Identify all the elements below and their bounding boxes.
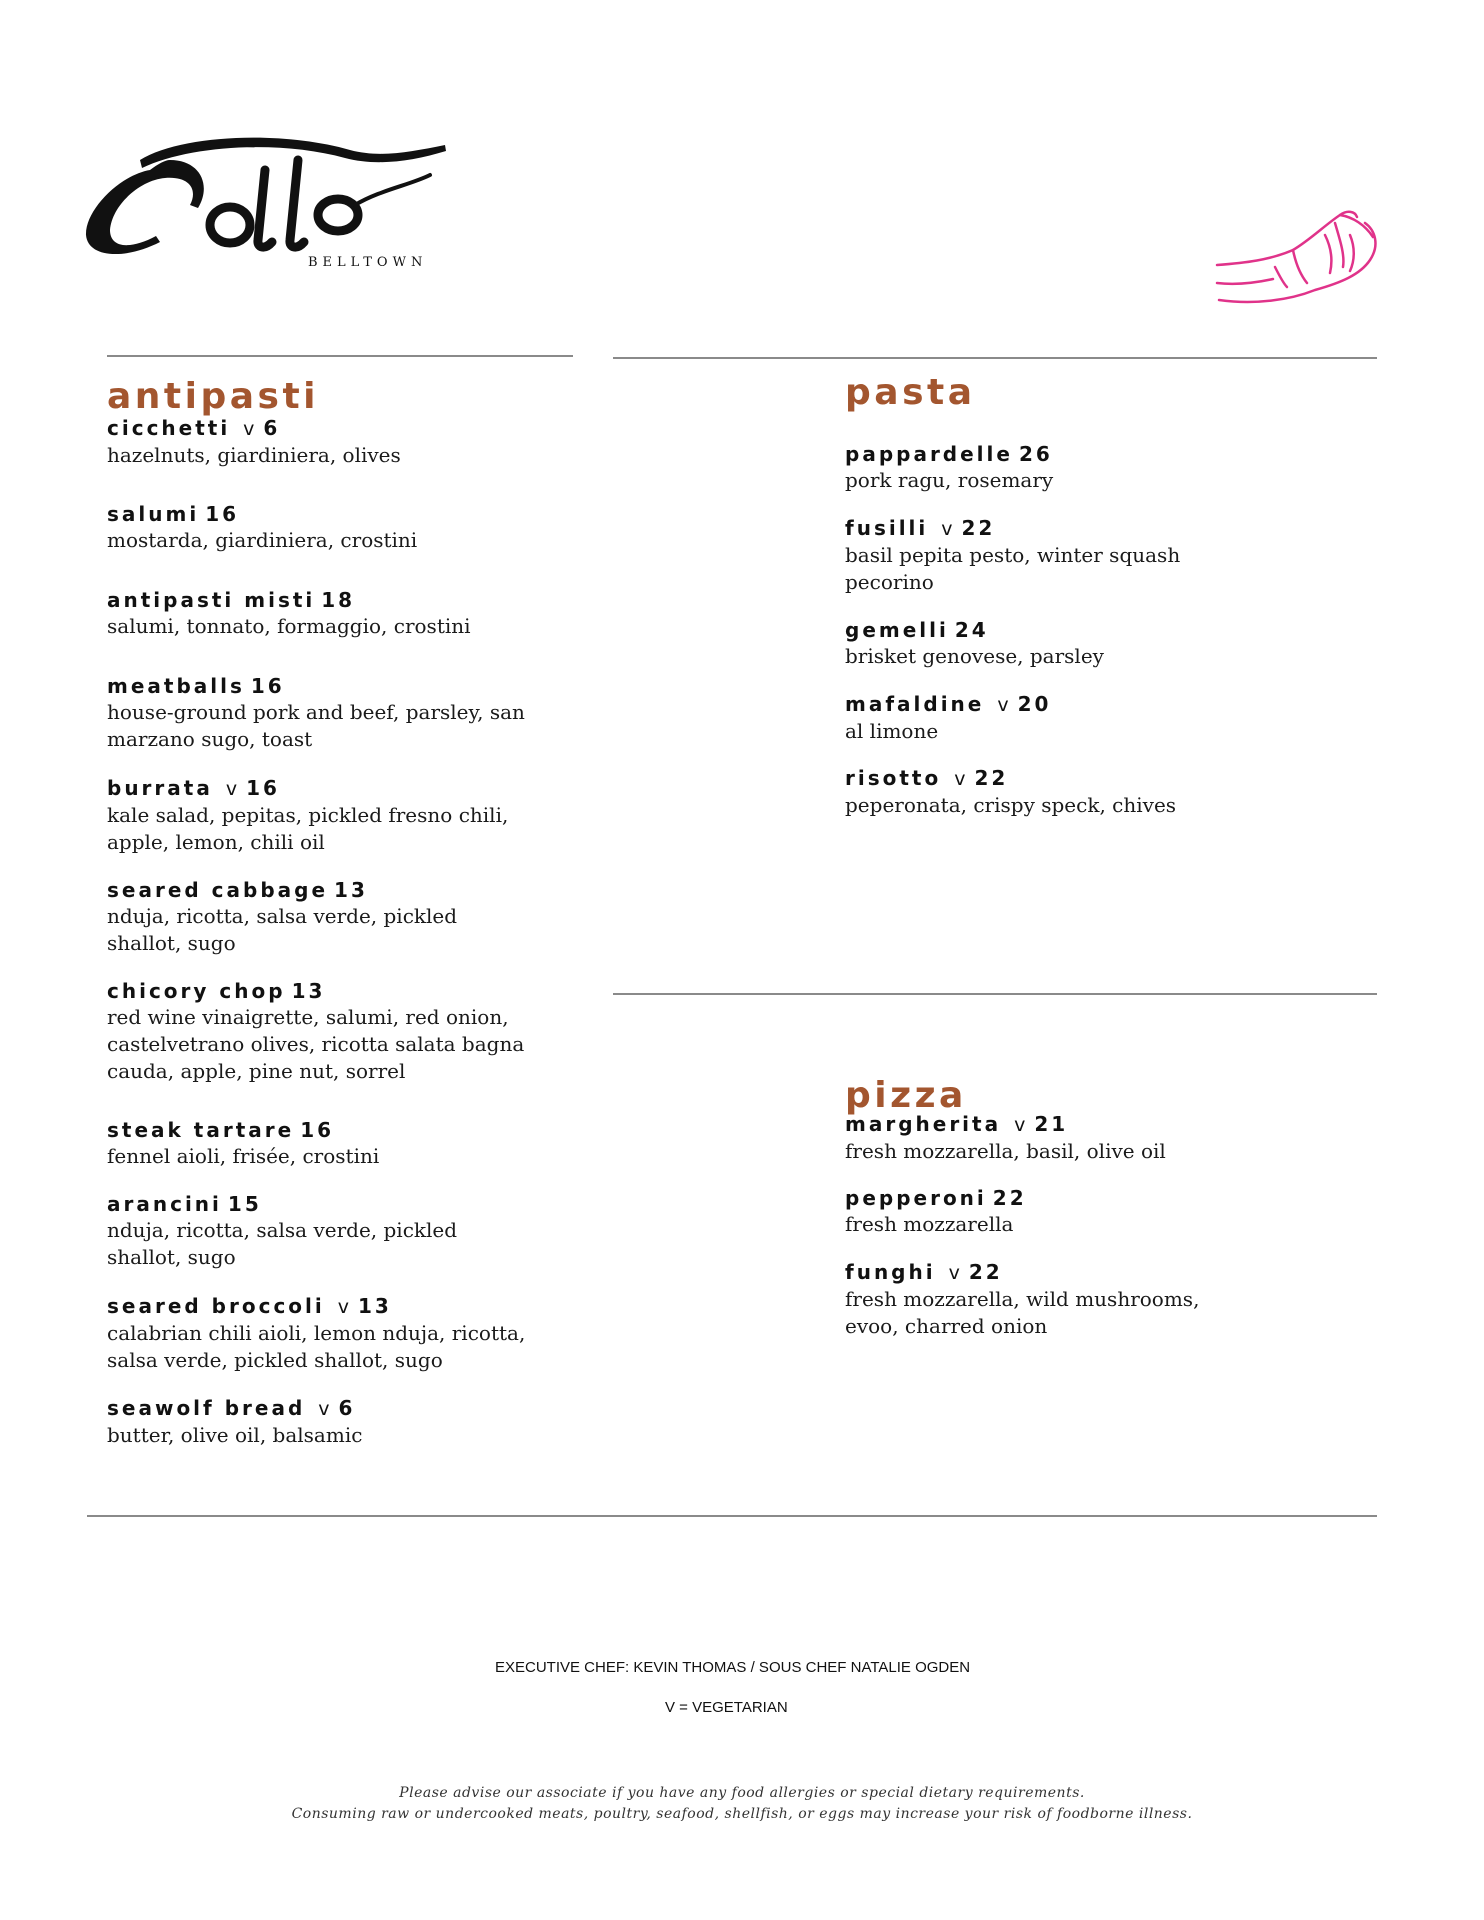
menu-item-name: mafaldine bbox=[845, 692, 985, 716]
menu-item-price: 26 bbox=[1018, 442, 1053, 466]
menu-item-price: 21 bbox=[1034, 1112, 1069, 1136]
menu-item-price: 18 bbox=[321, 588, 356, 612]
menu-item-description: kale salad, pepitas, pickled fresno chili, apple, lemon, chili oil bbox=[107, 803, 509, 854]
menu-item-description: mostarda, giardiniera, crostini bbox=[107, 528, 418, 552]
menu-item-heading bbox=[107, 1191, 457, 1217]
vegetarian-marker: v bbox=[318, 1398, 333, 1420]
menu-item-price: 20 bbox=[1017, 692, 1052, 716]
menu-item-description: house-ground pork and beef, parsley, san marzano sugo, toast bbox=[107, 700, 525, 751]
divider-pizza-top bbox=[613, 993, 1377, 995]
menu-item-price: 6 bbox=[338, 1396, 356, 1420]
menu-item-description: butter, olive oil, balsamic bbox=[107, 1423, 363, 1447]
menu-item-heading bbox=[845, 1111, 1166, 1138]
menu-item-price: 13 bbox=[334, 878, 368, 902]
menu-item bbox=[845, 617, 1104, 670]
menu-item-price: 22 bbox=[968, 1260, 1003, 1284]
menu-item bbox=[107, 1293, 525, 1374]
menu-item-name: steak tartare bbox=[107, 1118, 295, 1142]
menu-item bbox=[107, 775, 508, 856]
menu-item-description: nduja, ricotta, salsa verde, pickled shallot, sugo bbox=[107, 1218, 458, 1269]
menu-item bbox=[845, 441, 1053, 494]
menu-item-price: 13 bbox=[291, 979, 326, 1003]
cotto-script-logo bbox=[80, 130, 450, 260]
menu-item-heading bbox=[845, 1185, 1027, 1211]
vegetarian-legend: V = VEGETARIAN bbox=[665, 1699, 788, 1716]
menu-item-heading bbox=[107, 775, 508, 802]
menu-item-name: arancini bbox=[107, 1192, 222, 1216]
menu-item bbox=[845, 1185, 1027, 1238]
menu-item-description: fresh mozzarella, basil, olive oil bbox=[845, 1139, 1166, 1163]
divider-bottom bbox=[87, 1515, 1377, 1517]
menu-item bbox=[845, 515, 1180, 596]
vegetarian-marker: v bbox=[225, 778, 241, 800]
menu-item bbox=[107, 673, 525, 753]
menu-item-name: gemelli bbox=[845, 618, 949, 642]
vegetarian-marker: v bbox=[337, 1296, 352, 1318]
menu-item-heading bbox=[107, 415, 401, 442]
menu-item-description: calabrian chili aioli, lemon nduja, ricotta, salsa verde, pickled shallot, sugo bbox=[107, 1321, 526, 1372]
menu-item-price: 15 bbox=[227, 1192, 262, 1216]
menu-item bbox=[107, 978, 524, 1085]
brand-logo bbox=[80, 130, 450, 270]
menu-item-heading bbox=[107, 673, 525, 699]
menu-item-price: 16 bbox=[250, 674, 285, 698]
menu-item-description: hazelnuts, giardiniera, olives bbox=[107, 443, 401, 467]
menu-item-name: salumi bbox=[107, 502, 200, 526]
menu-item-price: 13 bbox=[357, 1294, 392, 1318]
menu-item-heading bbox=[107, 501, 417, 527]
menu-item-name: risotto bbox=[845, 766, 942, 790]
menu-item-heading bbox=[845, 1259, 1199, 1286]
menu-item bbox=[845, 1259, 1199, 1340]
menu-item-description: nduja, ricotta, salsa verde, pickled shallot, sugo bbox=[107, 904, 458, 955]
vegetarian-marker: v bbox=[243, 418, 258, 440]
menu-item-price: 24 bbox=[954, 618, 989, 642]
allergy-disclaimer: Please advise our associate if you have any food allergies or special dietary requirements. bbox=[399, 1785, 1085, 1801]
foodborne-disclaimer: Consuming raw or undercooked meats, poultry, seafood, shellfish, or eggs may increase your risk of foodborne illness. bbox=[291, 1806, 1193, 1822]
menu-item bbox=[107, 587, 471, 640]
vegetarian-marker: v bbox=[1014, 1114, 1029, 1136]
menu-item bbox=[845, 1111, 1166, 1165]
section-title-pizza: pizza bbox=[845, 1075, 967, 1116]
menu-item bbox=[107, 501, 417, 554]
menu-item-heading bbox=[845, 765, 1176, 792]
menu-item bbox=[845, 765, 1176, 819]
menu-item bbox=[845, 691, 1051, 745]
menu-item-price: 22 bbox=[992, 1186, 1027, 1210]
menu-item-heading bbox=[845, 441, 1053, 467]
menu-item-price: 16 bbox=[300, 1118, 335, 1142]
menu-item-heading bbox=[107, 587, 471, 613]
chef-credits: EXECUTIVE CHEF: KEVIN THOMAS / SOUS CHEF NATALIE OGDEN bbox=[495, 1659, 971, 1676]
menu-item-heading bbox=[107, 1293, 525, 1320]
divider-pasta-top bbox=[613, 357, 1377, 359]
menu-item-heading bbox=[845, 617, 1104, 643]
menu-item-name: funghi bbox=[845, 1260, 936, 1284]
menu-item-name: antipasti misti bbox=[107, 588, 316, 612]
menu-item-description: peperonata, crispy speck, chives bbox=[845, 793, 1177, 817]
vegetarian-marker: v bbox=[997, 694, 1012, 716]
menu-item-name: pappardelle bbox=[845, 442, 1013, 466]
divider-antipasti-top bbox=[107, 355, 573, 357]
menu-item-price: 6 bbox=[263, 416, 281, 440]
menu-item-name: seared broccoli bbox=[107, 1294, 325, 1318]
menu-item-name: seared cabbage bbox=[107, 878, 329, 902]
menu-item-description: al limone bbox=[845, 719, 939, 743]
menu-item-price: 22 bbox=[974, 766, 1009, 790]
section-title-antipasti: antipasti bbox=[107, 376, 320, 417]
menu-item-heading bbox=[845, 515, 1180, 542]
menu-item-price: 22 bbox=[961, 516, 996, 540]
menu-item bbox=[107, 1191, 457, 1271]
menu-item-name: fusilli bbox=[845, 516, 929, 540]
menu-item-price: 16 bbox=[246, 776, 280, 800]
menu-item-description: fennel aioli, frisée, crostini bbox=[107, 1144, 380, 1168]
menu-item-heading bbox=[107, 877, 457, 903]
menu-item-name: burrata bbox=[107, 776, 213, 800]
menu-item bbox=[107, 1395, 362, 1449]
menu-item-name: pepperoni bbox=[845, 1186, 987, 1210]
menu-item-heading bbox=[107, 978, 524, 1004]
italian-hand-gesture-icon bbox=[1215, 205, 1380, 315]
menu-item-description: salumi, tonnato, formaggio, crostini bbox=[107, 614, 471, 638]
menu-item-heading bbox=[107, 1395, 362, 1422]
vegetarian-marker: v bbox=[948, 1262, 963, 1284]
menu-item bbox=[107, 1117, 379, 1170]
menu-item-price: 16 bbox=[205, 502, 240, 526]
menu-item-description: basil pepita pesto, winter squash pecorino bbox=[845, 543, 1181, 594]
menu-item-name: margherita bbox=[845, 1112, 1002, 1136]
menu-item-heading bbox=[107, 1117, 379, 1143]
menu-item-description: red wine vinaigrette, salumi, red onion, castelvetrano olives, ricotta salata bagna cauda, apple, pine nut, sorrel bbox=[107, 1005, 525, 1083]
menu-item-name: seawolf bread bbox=[107, 1396, 306, 1420]
vegetarian-marker: v bbox=[954, 768, 969, 790]
vegetarian-marker: v bbox=[941, 518, 956, 540]
menu-item bbox=[107, 415, 401, 469]
menu-item-description: pork ragu, rosemary bbox=[845, 468, 1054, 492]
menu-item-description: brisket genovese, parsley bbox=[845, 644, 1104, 668]
section-title-pasta: pasta bbox=[845, 372, 976, 413]
menu-item-description: fresh mozzarella bbox=[845, 1212, 1014, 1236]
menu-item-name: chicory chop bbox=[107, 979, 286, 1003]
menu-item bbox=[107, 877, 457, 957]
menu-item-description: fresh mozzarella, wild mushrooms, evoo, charred onion bbox=[845, 1287, 1200, 1338]
menu-item-name: meatballs bbox=[107, 674, 245, 698]
menu-item-name: cicchetti bbox=[107, 416, 231, 440]
menu-item-heading bbox=[845, 691, 1051, 718]
logo-location: BELLTOWN bbox=[308, 255, 428, 270]
